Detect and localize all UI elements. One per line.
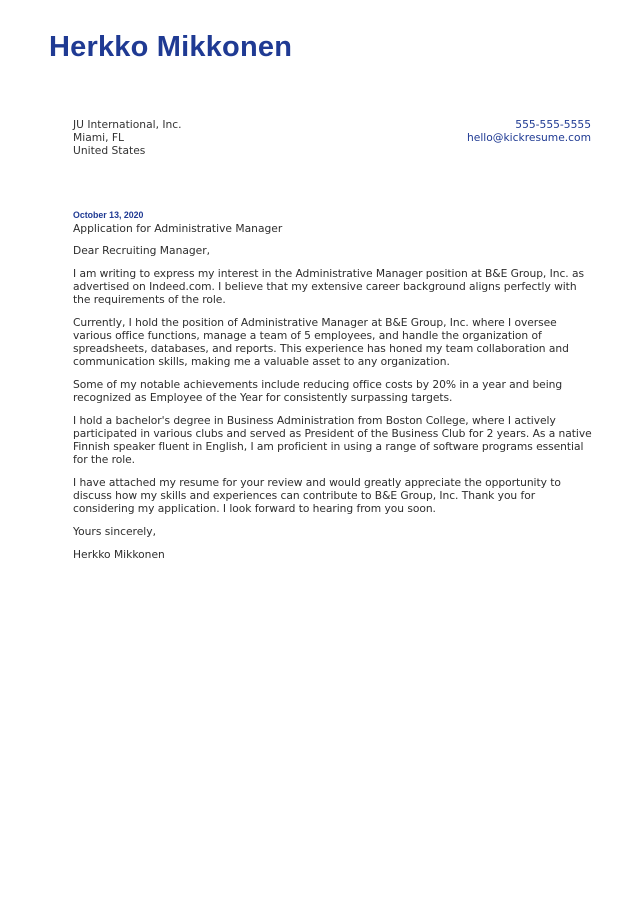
recipient-address [73, 118, 182, 157]
letter-paragraph: I hold a bachelor's degree in Business Administration from Boston College, where I actively participated in various clubs and served as President of the Business Club for 2 years. As a native Finnish speaker fluent in English, I am proficient in using a range of software programs essential for the role. [73, 414, 592, 466]
letter-signature: Herkko Mikkonen [73, 548, 165, 561]
contact-phone[interactable]: 555-555-5555 [515, 118, 591, 131]
letter-date: October 13, 2020 [73, 210, 144, 220]
letter-subject: Application for Administrative Manager [73, 222, 283, 235]
letter-paragraph: I am writing to express my interest in the Administrative Manager position at B&E Group, Inc. as advertised on Indeed.com. I believe that my extensive career background aligns perfectly with the requirements of the role. [73, 267, 584, 306]
letter-paragraph: I have attached my resume for your review and would greatly appreciate the opportunity to discuss how my skills and experiences can contribute to B&E Group, Inc. Thank you for considering my application. I look forward to hearing from you soon. [73, 476, 561, 515]
letter-paragraph: Currently, I hold the position of Administrative Manager at B&E Group, Inc. where I oversee various office functions, manage a team of 5 employees, and handle the organization of spreadsheets, databases, and reports. This experience has honed my team collaboration and communication skills, making me a valuable asset to any organization. [73, 316, 569, 368]
contact-email[interactable]: hello@kickresume.com [466, 131, 591, 144]
letter-closing: Yours sincerely, [73, 525, 156, 538]
recipient-city: Miami, FL [73, 131, 125, 144]
contact-info [467, 118, 591, 144]
letter-body [73, 210, 593, 561]
recipient-company: JU International, Inc. [73, 118, 182, 131]
letter-paragraph: Some of my notable achievements include reducing office costs by 20% in a year and being recognized as Employee of the Year for consistently surpassing targets. [73, 378, 563, 404]
letter-salutation: Dear Recruiting Manager, [73, 244, 211, 257]
applicant-name: Herkko Mikkonen [49, 31, 293, 63]
recipient-country: United States [73, 144, 146, 157]
